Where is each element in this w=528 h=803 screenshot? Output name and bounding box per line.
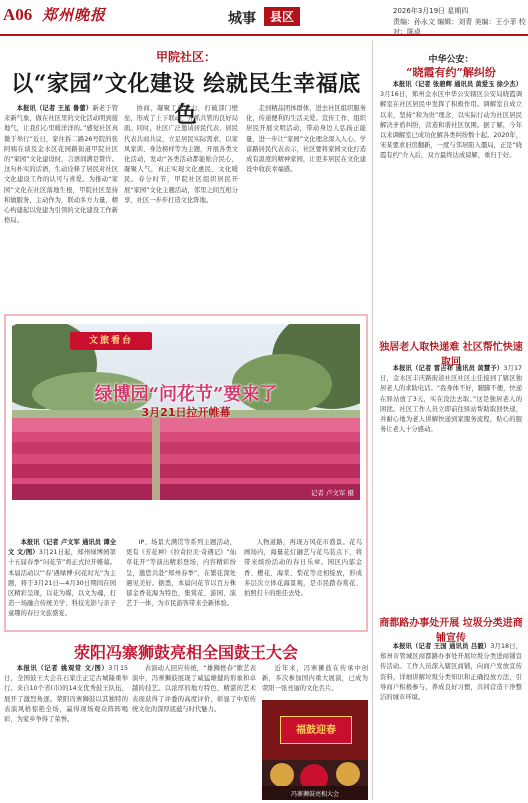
feature-subheadline: 3月21日拉开帷幕 bbox=[141, 406, 231, 419]
article-column bbox=[124, 104, 238, 310]
column-text: IP、场景大满贯等系列主题活动，更有《芳花神》《拉奇拉美·奇遇记》“仙草花开”等演出精彩登场，内容精彩纷呈，邀您共赴“郑州春季”，在繁花深处遇见美好。据悉，本届问花节以百万株郁金香花海为特色，集赏花、游园、演艺于一体，为市民游客带来全新体验。 bbox=[126, 539, 236, 608]
column-text: 3月17日，金水区丰庆路街道社区社区主任接到了辖区独居老人的求助电话。“我身体不好，腿脚不便，快递在驿站放了3天，实在没法去取。”这是独居老人的困扰。社区工作人员立即前往驿站帮助取回快递，并耐心地为老人讲解快递到家服务流程，贴心的服务让老人十分感动。 bbox=[380, 365, 522, 434]
column-text: 3月18日，郑州市管城区商都路办事处开展垃圾分类进商铺宣传活动。工作人员深入辖区商铺，向商户发放宣传资料，详细讲解垃圾分类知识和正确投放方法，引导商户积极参与，养成良好习惯，共同营造干净整洁的城市环境。 bbox=[380, 643, 522, 702]
lion-drum-photo bbox=[262, 700, 368, 800]
article-headline: 荥阳冯寨狮鼓亮相全国鼓王大会 bbox=[73, 643, 298, 662]
column-text: 3月16日，郑州金水区中华公安辖区公安局晓霞调解室在社区居民中发挥了积极作用。调解室自成立以来，坚持“和为贵”理念，以实际行动为社区居民解决矛盾纠纷，营造和谐社区氛围。据了解，今年以来调解室已成功化解各类纠纷数十起。2020年，宋某要求旧房翻新，一度与邻居陷入僵局，正是“晓霞有约”介入后，双方最终达成谅解，重归于好。 bbox=[380, 91, 522, 160]
section-tag: 县区 bbox=[264, 7, 300, 26]
article-byline: 本报讯（记者 王星 鲁蕾） bbox=[16, 105, 93, 112]
feature-headline: 绿博园“问花节”要来了 bbox=[94, 384, 278, 405]
tulip-field-photo bbox=[12, 324, 360, 500]
sidebar-headline: 独居老人取快递难 社区帮忙快速取回 bbox=[379, 342, 523, 368]
section-name: 城事 bbox=[228, 11, 256, 27]
column-divider bbox=[372, 40, 373, 800]
column-text: 表演动人回应传统，“雄狮挫春”歌艺表演中，冯寨狮鼓展现了威猛雄健的形象和卓越的技艺。以浓厚的地方特色、精湛的艺术表现获得了评委的高度评价，彰显了中原传统文化的深厚底蕴与时代魅力。 bbox=[132, 665, 256, 713]
page-number: A06 bbox=[3, 5, 33, 24]
column-text: 3月21日起，郑州绿博园第十五届春季“问花节”将正式拉开帷幕。本届活动以“‘春’遇绿博·问花时光”为主题，将于3月21日—4月30日期间在园区精彩呈现，以花为媒，以文为魂，打造一场融合传统美学、科技光影与亲子童趣的春日文旅盛宴。 bbox=[8, 549, 116, 618]
sidebar-headline: 商都路办事处开展 垃圾分类进商铺宣传 bbox=[379, 618, 523, 644]
sidebar-article bbox=[380, 642, 522, 800]
article-column bbox=[4, 664, 128, 800]
article-byline: 本报讯（记者 王国 通讯员 吕毅） bbox=[392, 643, 491, 650]
masthead bbox=[0, 0, 528, 36]
column-text: 近年来，冯寨狮鼓在传承中创新，多次参加国内重大展演，已成为荥阳一张亮丽的文化名片。 bbox=[262, 665, 368, 693]
sidebar-article bbox=[380, 364, 522, 552]
article-column bbox=[262, 664, 368, 698]
column-text: 3月15日，全国鼓王大会在石家庄正定古城隆重举行。来自10个省(市)的14支优秀鼓王队伍，展开了激烈角逐。荥阳冯寨狮鼓以其独特的表演风格惊艳全场，赢得现场观众阵阵喝彩，为家乡争得了荣誉。 bbox=[4, 665, 128, 724]
lion-drum-illustration bbox=[262, 700, 368, 800]
article-column bbox=[246, 104, 366, 310]
editors-line: 责编：孙永文 编辑：刘青 美编：王小菲 校对：陈卓 bbox=[393, 18, 526, 36]
headline-kicker: 甲院社区： bbox=[155, 50, 216, 64]
newspaper-logo: 郑州晚报 bbox=[42, 6, 107, 24]
column-text: 新老于管来新气象，做在社区里的文化活动明到接地气，让我们心里暖洋洋的。”感觉社区真微于举行”近日，家住拆二路26号院的张阿姨在谈及金水区花园路街道甲院社区的“家园”文化建设时，言语间满是赞许。这句朴实的话语，生动诠释了居民对社区文化建设工作的认可与喜爱。为推动“家园”文化在社区落地生根，甲院社区坚持和做服务，主动作为，联动多方力量，精心构建起以党建为引领的文化建设工作新格局。 bbox=[4, 105, 118, 225]
sidebar-kicker: 中华公安： bbox=[428, 55, 474, 65]
date-line: 2026年3月19日 星期四 bbox=[393, 7, 469, 15]
photo-credit: 记者 卢文军 摄 bbox=[310, 489, 354, 497]
column-text: 人物道路，再现万风花市盛景。花鸟画场内，海量花灯融艺与花鸟装点下，将带来缤纷活动的春日乐章。园区内郁金香、樱花、海棠、梨花等竞相绽放，形成多层次立体花海景观，是市民踏春赏花、拍照打卡的绝佳去处。 bbox=[244, 539, 362, 598]
article-column bbox=[132, 664, 256, 800]
article-column bbox=[126, 538, 236, 628]
article-byline: 本报讯（记者 姚观常 文/图） bbox=[16, 665, 109, 672]
photo-caption: 冯寨狮鼓亮相大会 bbox=[290, 791, 339, 798]
article-column bbox=[244, 538, 362, 628]
article-byline: 本报讯（记者 卢文军 通讯员 谭全文 文/图） bbox=[8, 539, 116, 557]
article-column bbox=[4, 104, 118, 310]
article-byline: 本报讯（记者 张碧辉 通讯员 黄爱玉 徐少杰） bbox=[392, 81, 522, 88]
article-byline: 本报讯（记者 雷吉祥 通讯员 黄慧予） bbox=[392, 365, 504, 372]
headline-title: 以“家园”文化建设 绘就民生幸福底色 bbox=[11, 71, 361, 128]
banner-sign: 福鼓迎春 bbox=[280, 716, 352, 744]
sidebar-headline: “晓霞有约”解纠纷 bbox=[406, 66, 496, 79]
sidebar-article bbox=[380, 80, 522, 342]
article-column bbox=[8, 538, 116, 628]
column-text: 走到精品团体群体，进去社区组织服务化，传递便利的生活关爱。宣传工作，组织居民开展文明活动，带动身边人弘扬正能量，进一步让“家园”文化理念深入人心。学富路居民代表表示，社区要将家园文化打造成有温度的精神家园，让更多居民在文化建设中收获幸福感。 bbox=[246, 105, 366, 174]
column-text: 协商，凝聚工作合力，打破部门壁垒，形成了上下联动、齐抓共管的良好局面。同时，社区广泛邀请居民代表、居民代表共商共议，立足居民实际需求，以家风家训、身边榜样等为主题，开展各类文化活动，发动“各类活动都能贴合民心，凝聚人气，真正实现文化惠民、文化暖民。春分时节，甲院社区组织居民开展“家园”文化主题活动，邻里之间互相分享，社区一步步打造文化阵地。 bbox=[124, 105, 238, 204]
column-badge: 文旅看台 bbox=[70, 332, 152, 350]
